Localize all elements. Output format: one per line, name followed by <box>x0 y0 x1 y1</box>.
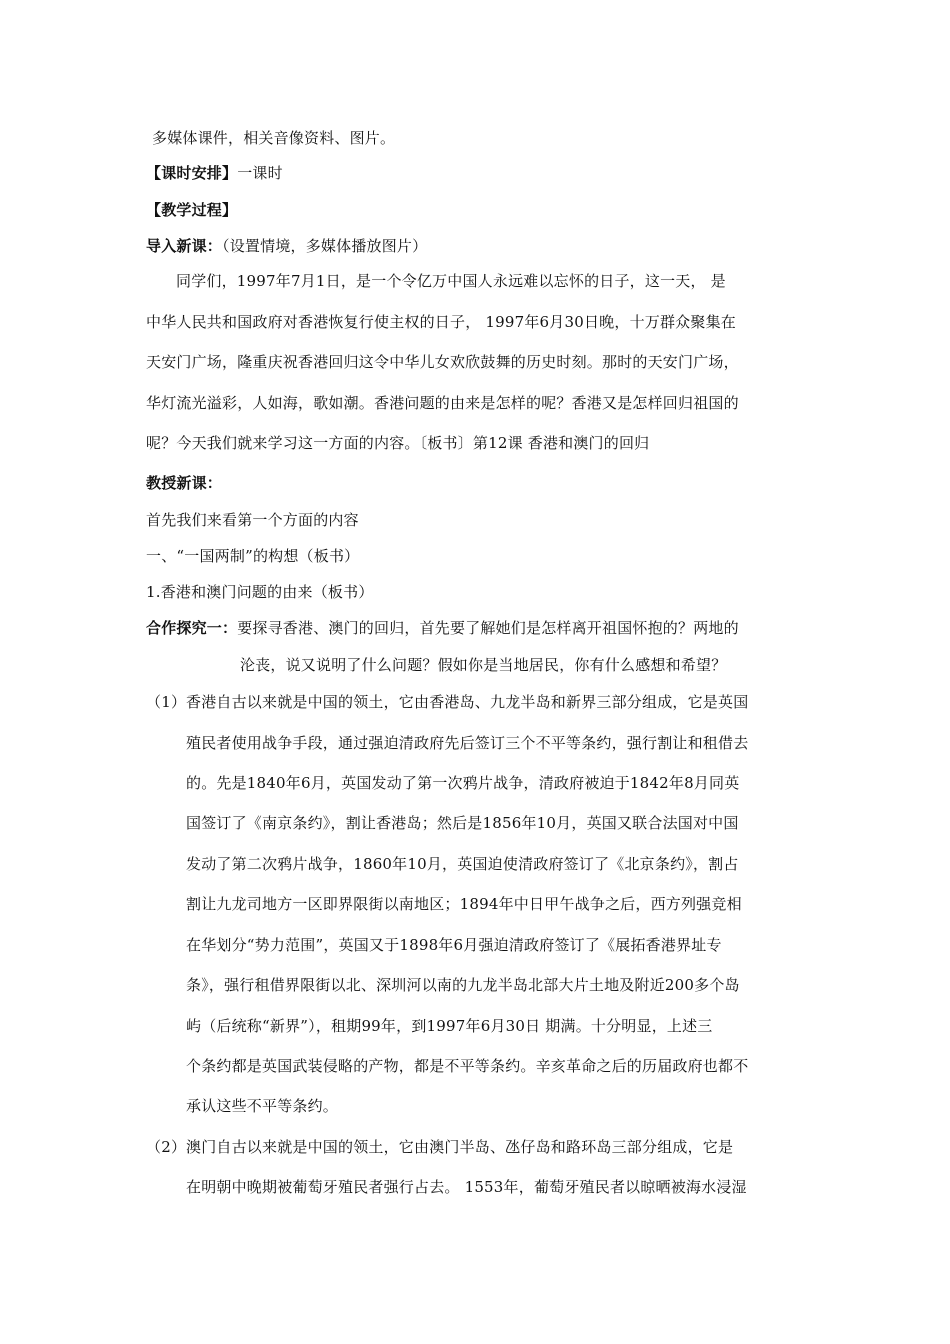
point1-line: 发动了第二次鸦片战争，1860年10月，英国迫使清政府签订了《北京条约》，割占 <box>186 855 739 873</box>
point1-line: 殖民者使用战争手段，通过强迫清政府先后签订三个不平等条约，强行割让和租借去 <box>186 734 749 752</box>
schedule-line <box>146 163 283 183</box>
explore-label: 合作探究一： <box>146 619 238 637</box>
explore-text: 要探寻香港、澳门的回归，首先要了解她们是怎样离开祖国怀抱的？两地的 <box>237 619 739 637</box>
point1-line: 割让九龙司地方一区即界限街以南地区；1894年中日甲午战争之后，西方列强竞相 <box>186 895 742 913</box>
materials-text: 多媒体课件，相关音像资料、图片。 <box>152 129 396 147</box>
schedule-value: 一课时 <box>237 164 283 182</box>
point1-line: 屿（后统称“新界”），租期99年，到1997年6月30日 期满。十分明显，上述三 <box>186 1017 713 1035</box>
point1-line: 在华划分“势力范围”，英国又于1898年6月强迫清政府签订了《展拓香港界址专 <box>186 936 722 954</box>
point1-line: 的。先是1840年6月，英国发动了第一次鸦片战争，清政府被迫于1842年8月同英 <box>186 774 740 792</box>
point1-marker: （1） <box>146 693 187 711</box>
intro-line <box>146 236 427 256</box>
intro-paragraph-line: 天安门广场，隆重庆祝香港回归这令中华儿女欢欣鼓舞的历史时刻。那时的天安门广场， <box>146 353 739 371</box>
process-heading: 【教学过程】 <box>146 201 238 219</box>
point1-line: 承认这些不平等条约。 <box>186 1097 339 1115</box>
intro-paragraph-line: 呢？今天我们就来学习这一方面的内容。〔板书〕第12课 香港和澳门的回归 <box>146 434 650 452</box>
intro-paragraph-line: 中华人民共和国政府对香港恢复行使主权的日子， 1997年6月30日晚，十万群众聚集在 <box>146 313 736 331</box>
point1-line: 条》，强行租借界限街以北、深圳河以南的九龙半岛北部大片土地及附近200多个岛 <box>186 976 740 994</box>
explore-line-continued: 沦丧，说又说明了什么问题？假如你是当地居民，你有什么感想和希望？ <box>240 656 727 674</box>
point2-line: 澳门自古以来就是中国的领土，它由澳门半岛、氹仔岛和路环岛三部分组成，它是 <box>186 1138 734 1156</box>
intro-paragraph-line: 同学们，1997年7月1日，是一个令亿万中国人永远难以忘怀的日子，这一天， 是 <box>176 272 726 290</box>
section-one-heading: 一、“一国两制”的构想（板书） <box>146 547 360 565</box>
explore-line <box>146 618 739 638</box>
point1-line: 个条约都是英国武装侵略的产物，都是不平等条约。辛亥革命之后的历届政府也都不 <box>186 1057 749 1075</box>
teach-heading: 教授新课： <box>146 474 223 492</box>
intro-paragraph-line: 华灯流光溢彩，人如海，歌如潮。香港问题的由来是怎样的呢？香港又是怎样回归祖国的 <box>146 394 739 412</box>
subsection-one-heading: 1.香港和澳门问题的由来（板书） <box>146 583 374 601</box>
point1-line: 国签订了《南京条约》，割让香港岛；然后是1856年10月，英国又联合法国对中国 <box>186 814 739 832</box>
point2-marker: （2） <box>146 1138 187 1156</box>
schedule-label: 【课时安排】 <box>146 164 238 182</box>
intro-label: 导入新课： <box>146 237 223 255</box>
intro-text: （设置情境，多媒体播放图片） <box>222 237 428 255</box>
first-aspect-line: 首先我们来看第一个方面的内容 <box>146 511 359 529</box>
materials-line <box>152 128 395 148</box>
point2-line: 在明朝中晚期被葡萄牙殖民者强行占去。 1553年，葡萄牙殖民者以晾晒被海水浸湿 <box>186 1178 747 1196</box>
point1-line: 香港自古以来就是中国的领土，它由香港岛、九龙半岛和新界三部分组成，它是英国 <box>186 693 749 711</box>
